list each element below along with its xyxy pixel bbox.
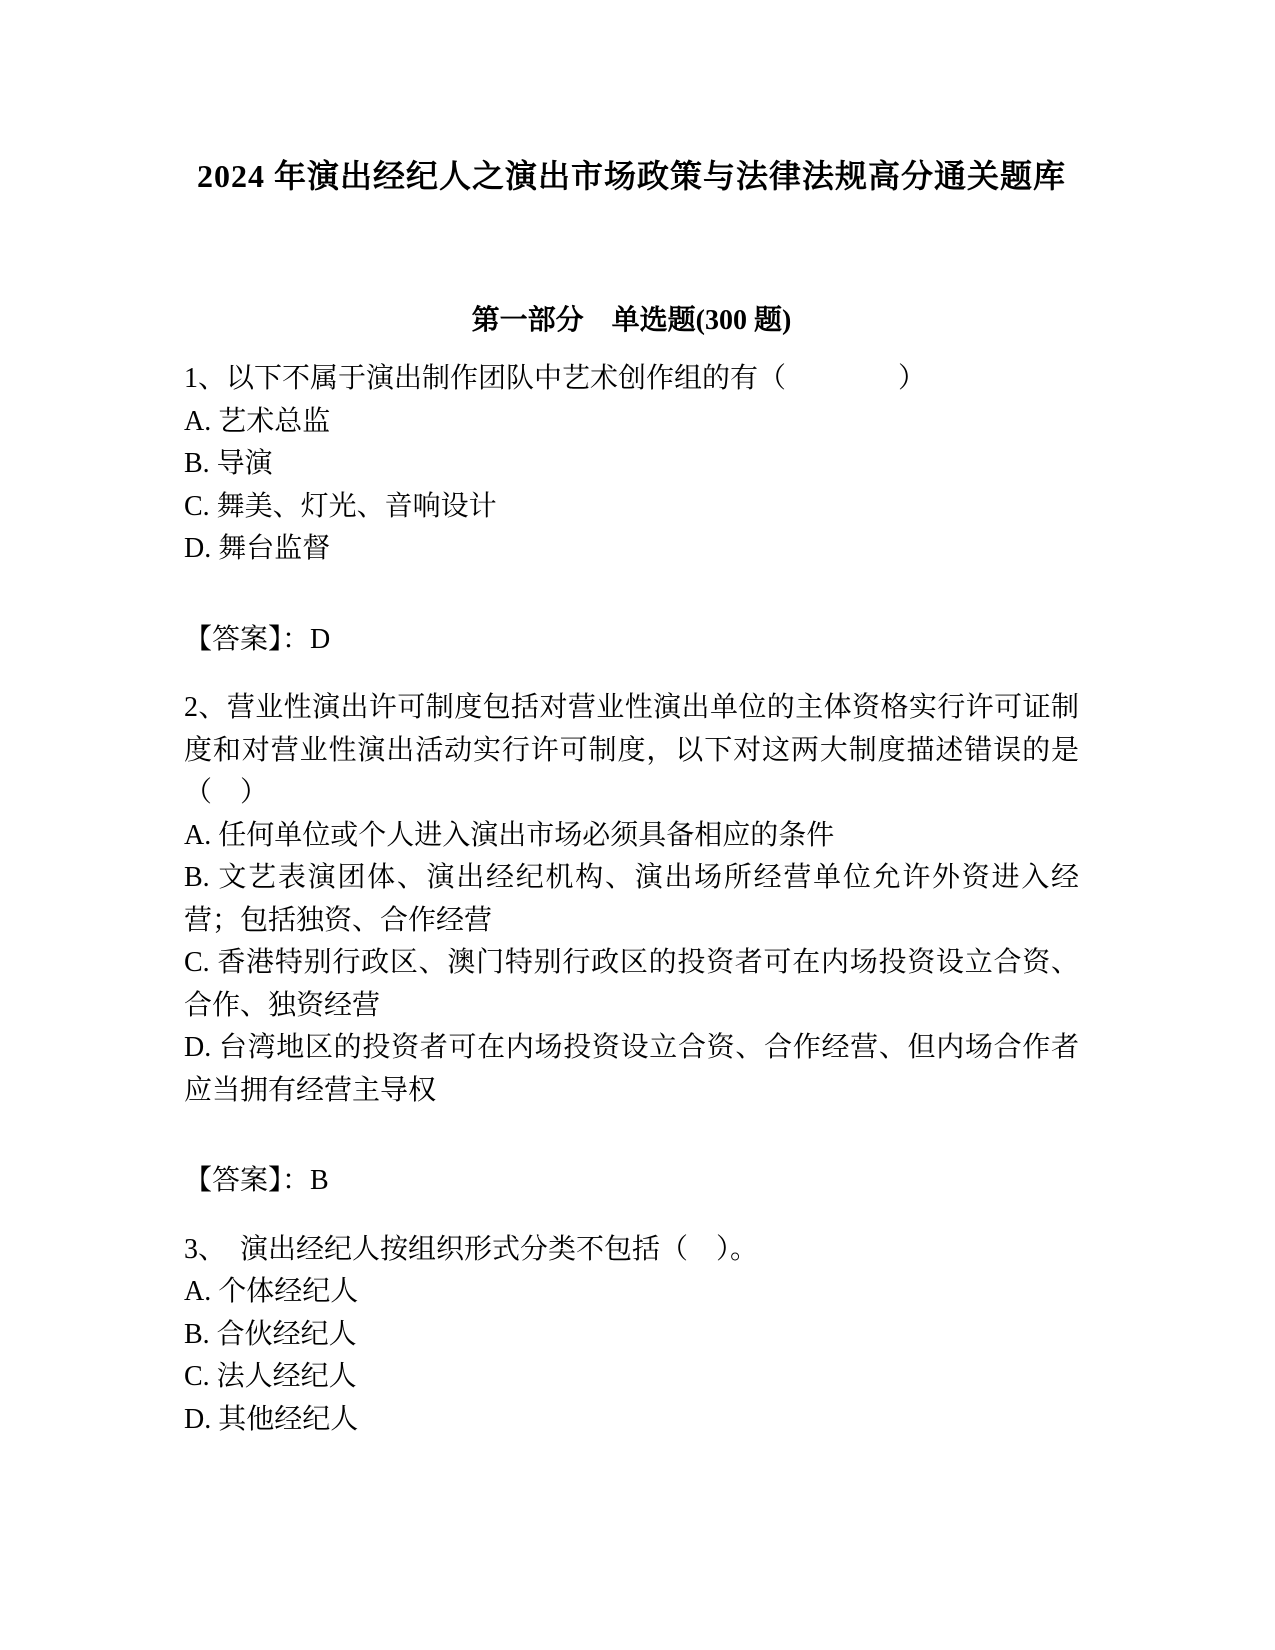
question-block: [184, 687, 1079, 1203]
option-item: A. 任何单位或个人进入演出市场必须具备相应的条件: [184, 819, 835, 851]
option-item: D. 其他经纪人: [184, 1403, 359, 1435]
option-item: D. 台湾地区的投资者可在内场投资设立合资、合作经营、但内场合作者应当拥有经营主导权: [184, 1032, 1079, 1106]
option-item: C. 舞美、灯光、音响设计: [184, 490, 497, 522]
page-title: 2024 年演出经纪人之演出市场政策与法律法规高分通关题库: [196, 158, 1066, 194]
option-item: C. 香港特别行政区、澳门特别行政区的投资者可在内场投资设立合资、合作、独资经营: [184, 947, 1079, 1021]
question-stem: 1、以下不属于演出制作团队中艺术创作组的有（ ）: [184, 363, 927, 394]
answer-line: 【答案】：B: [184, 1165, 329, 1196]
option-item: A. 艺术总监: [184, 405, 331, 437]
question-block: [184, 1229, 1079, 1442]
answer-line: 【答案】：D: [184, 623, 331, 655]
option-item: B. 导演: [184, 448, 273, 479]
question-stem: 3、 演出经纪人按组织形式分类不包括（ ）。: [184, 1233, 759, 1265]
option-item: B. 合伙经纪人: [184, 1318, 357, 1350]
option-item: D. 舞台监督: [184, 533, 331, 564]
option-item: B. 文艺表演团体、演出经纪机构、演出场所经营单位允许外资进入经营；包括独资、合作经营: [184, 862, 1079, 936]
option-item: C. 法人经纪人: [184, 1361, 357, 1392]
option-item: A. 个体经纪人: [184, 1276, 359, 1307]
question-block: [184, 358, 1079, 661]
section-header: 第一部分 单选题(300 题): [471, 305, 792, 336]
question-stem: 2、营业性演出许可制度包括对营业性演出单位的主体资格实行许可证制度和对营业性演出活动实行许可制度，以下对这两大制度描述错误的是（ ）: [184, 692, 1079, 808]
